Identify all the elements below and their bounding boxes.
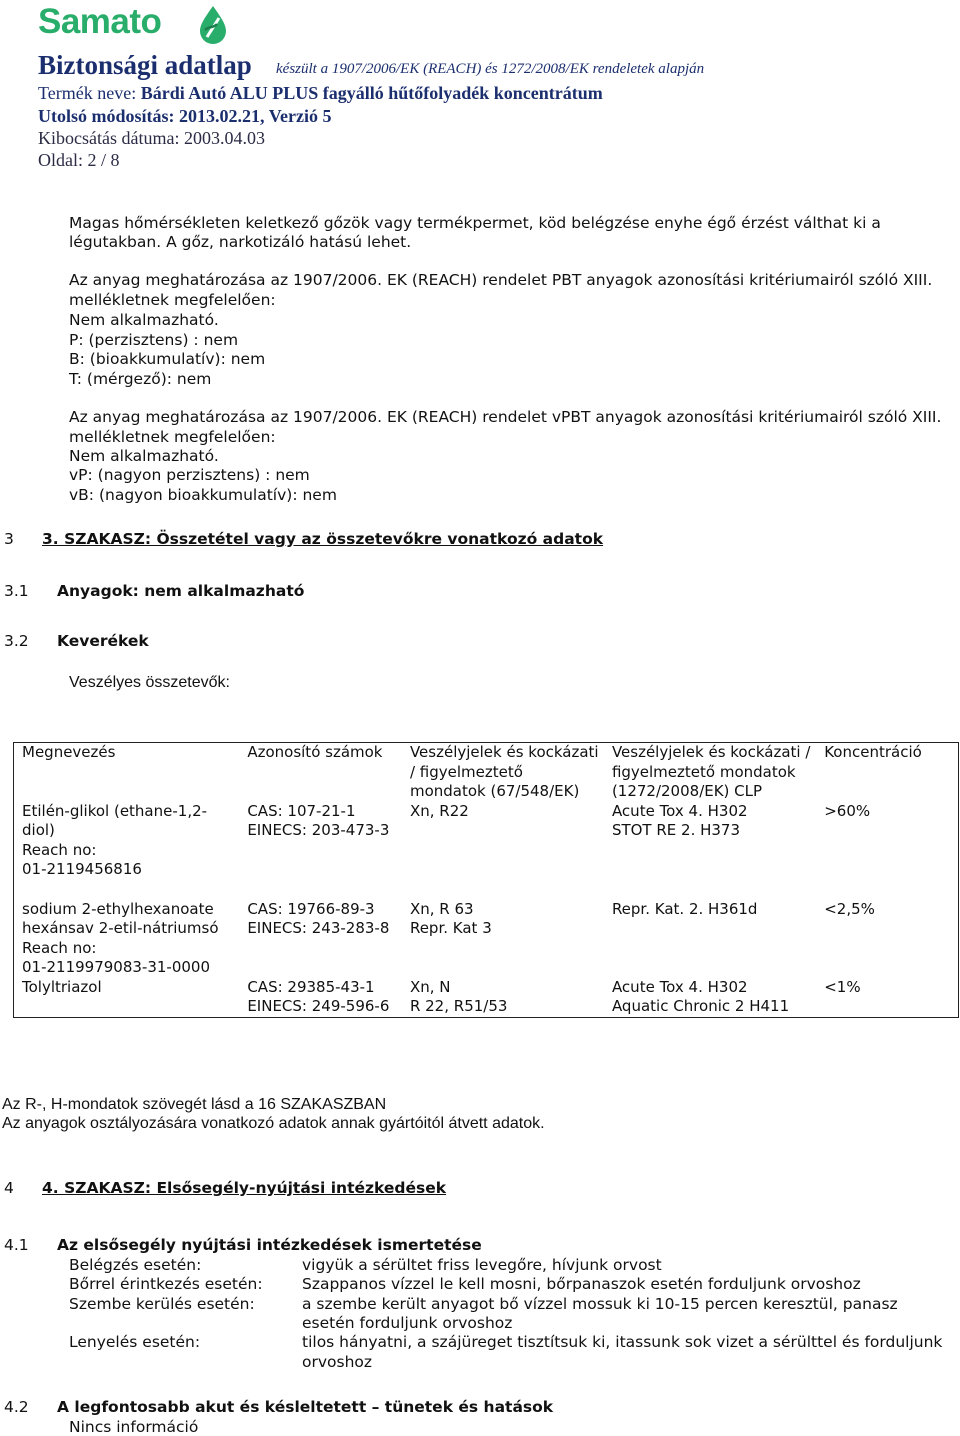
brand-logo-icon	[196, 4, 230, 48]
brand-logo-text: Samato	[38, 2, 162, 41]
pbt-text-1: Az anyag meghatározása az 1907/2006. EK (REACH) rendelet PBT anyagok azonosítási kritériumairól szóló XIII.	[69, 271, 933, 289]
section-4-1-number: 4.1	[4, 1236, 29, 1254]
first-aid-label-eye: Szembe kerülés esetén:	[69, 1295, 255, 1313]
pbt-text-6: T: (mérgező): nem	[69, 370, 212, 388]
dsd-phrase: Xn, R22	[409, 801, 469, 820]
cell-clp	[604, 802, 816, 900]
first-aid-text-ingestion-cont: orvoshoz	[302, 1353, 373, 1371]
dsd-phrase: Repr. Kat 3	[409, 919, 492, 937]
vapor-text-1: Magas hőmérsékleten keletkező gőzök vagy termékpermet, köd belégzése enyhe égő érzést válthat ki a	[69, 214, 881, 232]
pbt-text-3: Nem alkalmazható.	[69, 311, 219, 329]
dsd-phrase: Xn, N	[409, 977, 451, 996]
substance-name: sodium 2-ethylhexanoate hexánsav 2-etil-nátriumsó	[22, 899, 219, 937]
reach-label: Reach no:	[22, 840, 97, 859]
vpvb-text-4: vP: (nagyon perzisztens) : nem	[69, 466, 310, 484]
cell-name	[14, 900, 240, 978]
cell-dsd	[402, 978, 604, 1018]
col-header-ids: Azonosító számok	[247, 743, 383, 761]
section-3-number: 3	[4, 530, 14, 548]
clp-phrase: Repr. Kat. 2. H361d	[611, 899, 758, 918]
cell-ids	[239, 802, 402, 900]
vpvb-text-5: vB: (nagyon bioakkumulatív): nem	[69, 486, 337, 504]
clp-phrase: Acute Tox 4. H302	[611, 801, 748, 820]
cas-number: CAS: 29385-43-1	[247, 977, 375, 996]
dsd-phrase: R 22, R51/53	[409, 997, 508, 1015]
cell-ids	[239, 900, 402, 978]
modified-value: 2013.02.21, Verzió 5	[179, 106, 332, 126]
issued-value: 2003.04.03	[183, 128, 265, 148]
section-4-2-heading: A legfontosabb akut és késleltetett – tünetek és hatások	[57, 1398, 554, 1416]
vpvb-text-3: Nem alkalmazható.	[69, 447, 219, 465]
pbt-text-2: mellékletnek megfelelően:	[69, 291, 276, 309]
concentration-value: <2,5%	[824, 899, 875, 918]
section-4-2-text: Nincs információ	[69, 1418, 199, 1436]
section-4-heading: 4. SZAKASZ: Elsősegély-nyújtási intézkedések	[42, 1179, 447, 1197]
substance-name: Etilén-glikol (ethane-1,2-diol)	[22, 801, 208, 839]
reach-number: 01-2119979083-31-0000	[22, 958, 211, 976]
cell-dsd	[402, 900, 604, 978]
first-aid-text-skin: Szappanos vízzel le kell mosni, bőrpanaszok esetén forduljunk orvoshoz	[302, 1275, 861, 1293]
col-header-clp: Veszélyjelek és kockázati / figyelmeztető mondatok (1272/2008/EK) CLP	[611, 743, 811, 800]
first-aid-text-eye: a szembe került anyagot bő vízzel mossuk ki 10-15 percen keresztül, panasz	[302, 1295, 898, 1313]
clp-phrase: Aquatic Chronic 2 H411	[611, 997, 790, 1015]
doc-subtitle: készült a 1907/2006/EK (REACH) és 1272/2008/EK rendeletek alapján	[276, 61, 705, 77]
cell-clp	[604, 978, 816, 1018]
section-4-number: 4	[4, 1179, 14, 1197]
section-4-1-heading: Az elsősegély nyújtási intézkedések ismertetése	[57, 1236, 482, 1254]
cell-name	[14, 978, 240, 1018]
cell-clp	[604, 900, 816, 978]
clp-phrase: Acute Tox 4. H302	[611, 977, 748, 996]
table-row	[14, 978, 959, 1018]
vpvb-text-2: mellékletnek megfelelően:	[69, 428, 276, 446]
einecs-number: EINECS: 203-473-3	[247, 821, 390, 839]
first-aid-text-eye-cont: esetén forduljunk orvoshoz	[302, 1314, 513, 1332]
note-r-h-phrases: Az R-, H-mondatok szövegét lásd a 16 SZAKASZBAN	[2, 1096, 387, 1113]
product-label: Termék neve:	[38, 83, 137, 103]
issued-label: Kibocsátás dátuma:	[38, 128, 180, 148]
cell-concentration	[816, 978, 958, 1018]
cell-concentration	[816, 900, 958, 978]
doc-title: Biztonsági adatlap	[38, 50, 252, 80]
concentration-value: <1%	[824, 977, 861, 996]
page-number	[38, 150, 120, 171]
modified-label: Utolsó módosítás:	[38, 106, 175, 126]
page-label: Oldal:	[38, 150, 83, 170]
first-aid-text-ingestion: tilos hányatni, a szájüreget tisztítsuk ki, itassunk sok vizet a sérülttel és forduljunk	[302, 1333, 943, 1351]
first-aid-label-ingestion: Lenyelés esetén:	[69, 1333, 201, 1351]
table-header-row	[14, 743, 959, 802]
section-3-1-number: 3.1	[4, 582, 29, 600]
cell-ids	[239, 978, 402, 1018]
pbt-text-4: P: (perzisztens) : nem	[69, 331, 239, 349]
section-3-2-number: 3.2	[4, 632, 29, 650]
first-aid-label-inhalation: Belégzés esetén:	[69, 1256, 202, 1274]
vapor-text-2: légutakban. A gőz, narkotizáló hatású lehet.	[69, 233, 412, 251]
einecs-number: EINECS: 249-596-6	[247, 997, 390, 1015]
dsd-phrase: Xn, R 63	[409, 899, 474, 918]
cas-number: CAS: 19766-89-3	[247, 899, 375, 918]
table-row	[14, 802, 959, 900]
cas-number: CAS: 107-21-1	[247, 801, 356, 820]
page-value: 2 / 8	[87, 150, 120, 170]
section-3-2-heading: Keverékek	[57, 632, 149, 650]
vpvb-text-1: Az anyag meghatározása az 1907/2006. EK (REACH) rendelet vPBT anyagok azonosítási kritériumairól szóló XIII.	[69, 408, 942, 426]
hazardous-components-label: Veszélyes összetevők:	[69, 674, 230, 691]
cell-concentration	[816, 802, 958, 900]
issued-line	[38, 128, 265, 149]
col-header-name: Megnevezés	[22, 743, 116, 761]
clp-phrase: STOT RE 2. H373	[611, 821, 741, 839]
modified-line	[38, 106, 332, 127]
section-3-1-heading: Anyagok: nem alkalmazható	[57, 582, 305, 600]
reach-label: Reach no:	[22, 938, 97, 957]
cell-dsd	[402, 802, 604, 900]
section-4-2-number: 4.2	[4, 1398, 29, 1416]
cell-name	[14, 802, 240, 900]
pbt-text-5: B: (bioakkumulatív): nem	[69, 350, 266, 368]
composition-table	[13, 742, 959, 1018]
col-header-dsd: Veszélyjelek és kockázati / figyelmeztető mondatok (67/548/EK)	[409, 743, 599, 800]
product-line	[38, 83, 603, 104]
substance-name: Tolyltriazol	[22, 977, 102, 996]
reach-number: 01-2119456816	[22, 860, 142, 878]
product-name: Bárdi Autó ALU PLUS fagyálló hűtőfolyadék koncentrátum	[140, 83, 603, 103]
first-aid-text-inhalation: vigyük a sérültet friss levegőre, hívjunk orvost	[302, 1256, 662, 1274]
first-aid-label-skin: Bőrrel érintkezés esetén:	[69, 1275, 263, 1293]
section-3-heading: 3. SZAKASZ: Összetétel vagy az összetevőkre vonatkozó adatok	[42, 530, 604, 548]
table-row	[14, 900, 959, 978]
einecs-number: EINECS: 243-283-8	[247, 919, 390, 937]
concentration-value: >60%	[824, 801, 871, 820]
note-classification-source: Az anyagok osztályozására vonatkozó adatok annak gyártóitól átvett adatok.	[2, 1115, 545, 1132]
col-header-concentration: Koncentráció	[824, 743, 922, 761]
